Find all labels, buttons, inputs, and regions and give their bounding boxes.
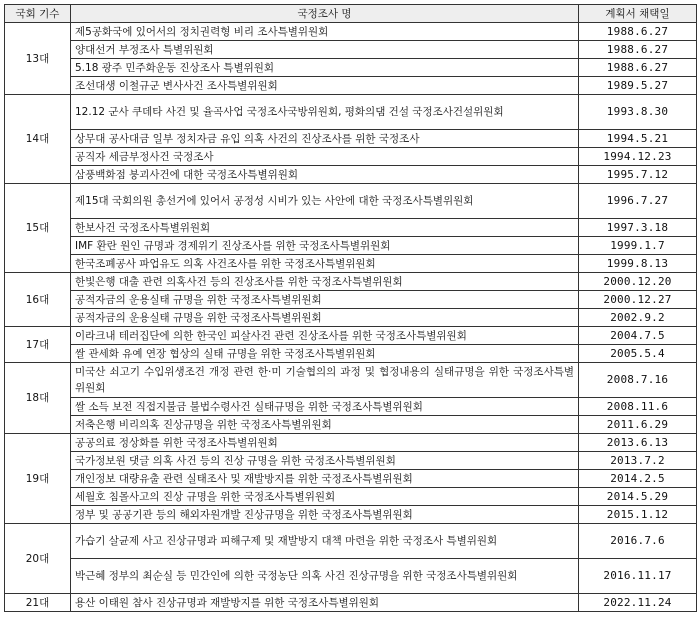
table-row	[5, 416, 697, 434]
investigation-name-cell: 양대선거 부정조사 특별위원회	[71, 41, 579, 59]
table-row	[5, 166, 697, 184]
investigation-name-cell: 공직자 세금부정사건 국정조사	[71, 148, 579, 166]
table-row	[5, 95, 697, 130]
adoption-date-cell: 2004.7.5	[579, 327, 697, 345]
investigation-name-cell: 조선대생 이철규군 변사사건 조사특별위원회	[71, 77, 579, 95]
investigation-name-cell: 저축은행 비리의혹 진상규명을 위한 국정조사특별위원회	[71, 416, 579, 434]
adoption-date-cell: 1994.5.21	[579, 130, 697, 148]
table-row	[5, 559, 697, 594]
table-body	[5, 23, 697, 612]
adoption-date-cell: 2013.6.13	[579, 434, 697, 452]
table-row	[5, 255, 697, 273]
adoption-date-cell: 1989.5.27	[579, 77, 697, 95]
investigation-table	[4, 4, 697, 612]
investigation-name-cell: 제5공화국에 있어서의 정치권력형 비리 조사특별위원회	[71, 23, 579, 41]
session-cell: 13대	[5, 23, 71, 95]
investigation-name-cell: IMF 환란 원인 규명과 경제위기 진상조사를 위한 국정조사특별위원회	[71, 237, 579, 255]
adoption-date-cell: 2014.5.29	[579, 488, 697, 506]
investigation-name-cell: 쌀 소득 보전 직접지불금 불법수령사건 실태규명을 위한 국정조사특별위원회	[71, 398, 579, 416]
investigation-name-cell: 세월호 침몰사고의 진상 규명을 위한 국정조사특별위원회	[71, 488, 579, 506]
adoption-date-cell: 1988.6.27	[579, 59, 697, 77]
session-cell: 16대	[5, 273, 71, 327]
adoption-date-cell: 2014.2.5	[579, 470, 697, 488]
investigation-name-cell: 가습기 살균제 사고 진상규명과 피해구제 및 재발방지 대책 마련을 위한 국정조사 특별위원회	[71, 524, 579, 559]
table-row	[5, 219, 697, 237]
session-cell: 18대	[5, 363, 71, 434]
adoption-date-cell: 2011.6.29	[579, 416, 697, 434]
adoption-date-cell: 2015.1.12	[579, 506, 697, 524]
table-row	[5, 524, 697, 559]
table-row	[5, 273, 697, 291]
adoption-date-cell: 1997.3.18	[579, 219, 697, 237]
header-date: 계획서 채택일	[579, 5, 697, 23]
investigation-name-cell: 용산 이태원 참사 진상규명과 재발방지를 위한 국정조사특별위원회	[71, 594, 579, 612]
header-session: 국회 기수	[5, 5, 71, 23]
adoption-date-cell: 2002.9.2	[579, 309, 697, 327]
header-row	[5, 5, 697, 23]
session-cell: 21대	[5, 594, 71, 612]
adoption-date-cell: 1995.7.12	[579, 166, 697, 184]
adoption-date-cell: 2016.7.6	[579, 524, 697, 559]
adoption-date-cell: 2008.7.16	[579, 363, 697, 398]
adoption-date-cell: 2016.11.17	[579, 559, 697, 594]
table-row	[5, 77, 697, 95]
table-row	[5, 309, 697, 327]
header-name: 국정조사 명	[71, 5, 579, 23]
investigation-name-cell: 한빛은행 대출 관련 의혹사건 등의 진상조사를 위한 국정조사특별위원회	[71, 273, 579, 291]
table-row	[5, 148, 697, 166]
investigation-name-cell: 미국산 쇠고기 수입위생조건 개정 관련 한·미 기술협의의 과정 및 협정내용의 실태규명을 위한 국정조사특별위원회	[71, 363, 579, 398]
investigation-name-cell: 국가정보원 댓글 의혹 사건 등의 진상 규명을 위한 국정조사특별위원회	[71, 452, 579, 470]
adoption-date-cell: 2022.11.24	[579, 594, 697, 612]
table-row	[5, 398, 697, 416]
adoption-date-cell: 1988.6.27	[579, 41, 697, 59]
table-row	[5, 41, 697, 59]
adoption-date-cell: 1999.8.13	[579, 255, 697, 273]
adoption-date-cell: 2000.12.20	[579, 273, 697, 291]
table-row	[5, 345, 697, 363]
session-cell: 17대	[5, 327, 71, 363]
investigation-name-cell: 개인정보 대량유출 관련 실태조사 및 재발방지를 위한 국정조사특별위원회	[71, 470, 579, 488]
table-row	[5, 130, 697, 148]
adoption-date-cell: 1994.12.23	[579, 148, 697, 166]
investigation-name-cell: 공적자금의 운용실태 규명을 위한 국정조사특별위원회	[71, 309, 579, 327]
adoption-date-cell: 1993.8.30	[579, 95, 697, 130]
table-row	[5, 452, 697, 470]
investigation-name-cell: 5.18 광주 민주화운동 진상조사 특별위원회	[71, 59, 579, 77]
investigation-name-cell: 이라크내 테러집단에 의한 한국인 피살사건 관련 진상조사를 위한 국정조사특별위원회	[71, 327, 579, 345]
adoption-date-cell: 2013.7.2	[579, 452, 697, 470]
investigation-name-cell: 상무대 공사대금 일부 정치자금 유입 의혹 사건의 진상조사를 위한 국정조사	[71, 130, 579, 148]
table-row	[5, 488, 697, 506]
adoption-date-cell: 1988.6.27	[579, 23, 697, 41]
investigation-name-cell: 한국조폐공사 파업유도 의혹 사건조사를 위한 국정조사특별위원회	[71, 255, 579, 273]
adoption-date-cell: 2008.11.6	[579, 398, 697, 416]
table-row	[5, 363, 697, 398]
session-cell: 15대	[5, 184, 71, 273]
table-row	[5, 594, 697, 612]
table-row	[5, 237, 697, 255]
table-row	[5, 470, 697, 488]
table-row	[5, 59, 697, 77]
investigation-name-cell: 공공의료 정상화를 위한 국정조사특별위원회	[71, 434, 579, 452]
session-cell: 14대	[5, 95, 71, 184]
investigation-name-cell: 삼풍백화점 붕괴사건에 대한 국정조사특별위원회	[71, 166, 579, 184]
investigation-name-cell: 박근혜 정부의 최순실 등 민간인에 의한 국정농단 의혹 사건 진상규명을 위한 국정조사특별위원회	[71, 559, 579, 594]
table-row	[5, 291, 697, 309]
investigation-name-cell: 제15대 국회의원 총선거에 있어서 공정성 시비가 있는 사안에 대한 국정조사특별위원회	[71, 184, 579, 219]
investigation-name-cell: 12.12 군사 쿠데타 사건 및 율곡사업 국정조사국방위원회, 평화의댐 건설 국정조사건설위원회	[71, 95, 579, 130]
session-cell: 20대	[5, 524, 71, 594]
table-row	[5, 434, 697, 452]
adoption-date-cell: 1999.1.7	[579, 237, 697, 255]
investigation-name-cell: 한보사건 국정조사특별위원회	[71, 219, 579, 237]
investigation-name-cell: 공적자금의 운용실태 규명을 위한 국정조사특별위원회	[71, 291, 579, 309]
adoption-date-cell: 2005.5.4	[579, 345, 697, 363]
table-row	[5, 327, 697, 345]
investigation-name-cell: 쌀 관세화 유예 연장 협상의 실태 규명을 위한 국정조사특별위원회	[71, 345, 579, 363]
session-cell: 19대	[5, 434, 71, 524]
table-row	[5, 23, 697, 41]
table-row	[5, 506, 697, 524]
table-row	[5, 184, 697, 219]
adoption-date-cell: 2000.12.27	[579, 291, 697, 309]
investigation-name-cell: 정부 및 공공기관 등의 해외자원개발 진상규명을 위한 국정조사특별위원회	[71, 506, 579, 524]
adoption-date-cell: 1996.7.27	[579, 184, 697, 219]
